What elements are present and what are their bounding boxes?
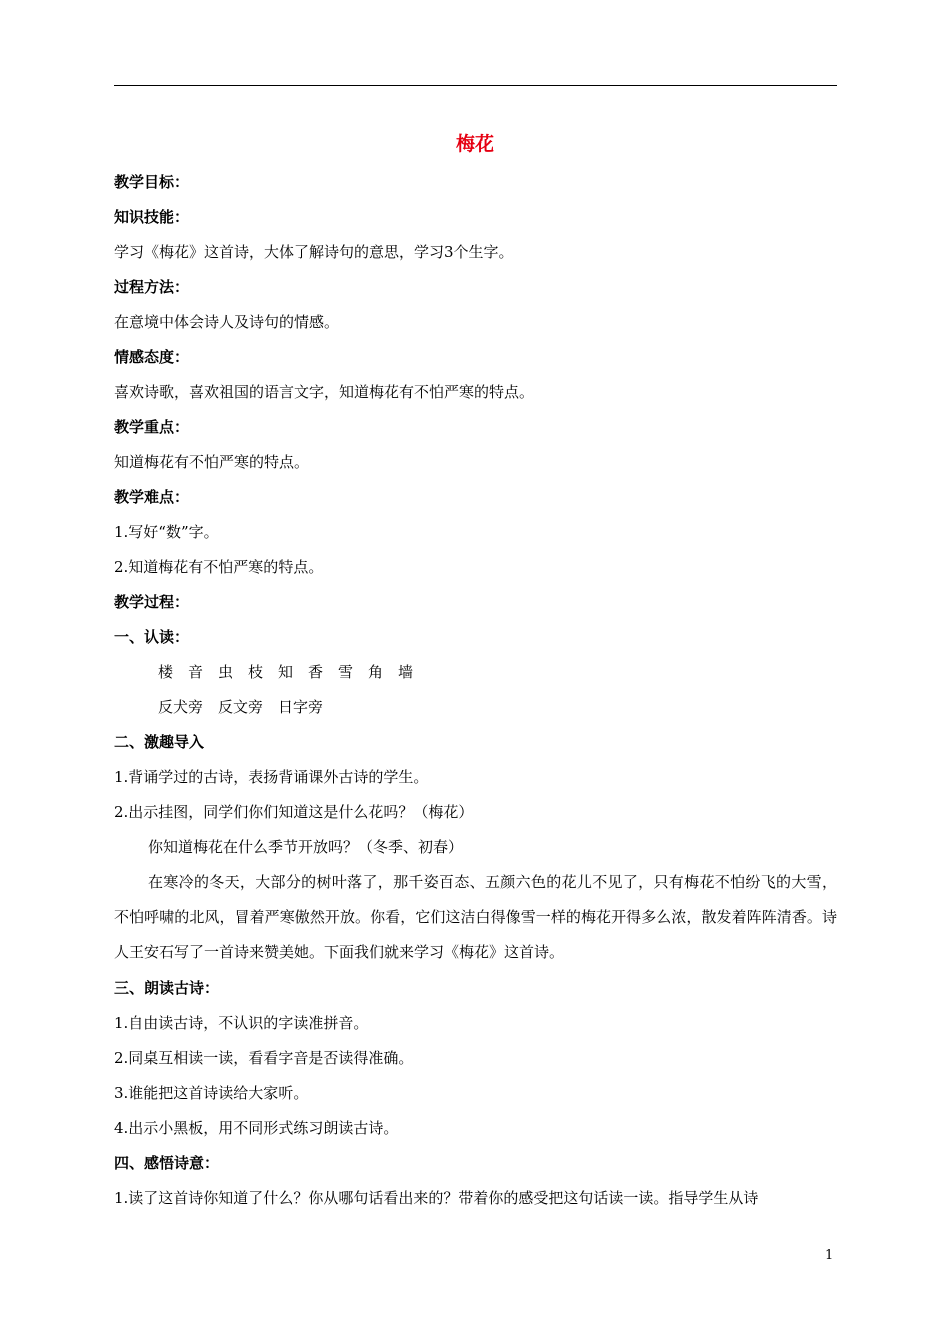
- list-item: 1.背诵学过的古诗，表扬背诵课外古诗的学生。: [114, 768, 429, 786]
- list-item: 2.同桌互相读一读，看看字音是否读得准确。: [114, 1049, 414, 1067]
- objectives-heading: 教学目标：: [114, 173, 190, 191]
- knowledge-text: 学习《梅花》这首诗，大体了解诗句的意思，学习3个生字。: [114, 243, 514, 261]
- attitude-heading: 情感态度：: [114, 348, 190, 366]
- section-heading: 一、认读：: [114, 628, 190, 646]
- list-item: 1.自由读古诗，不认识的字读准拼音。: [114, 1014, 369, 1032]
- difficulty-item: 1.写好“数”字。: [114, 523, 219, 541]
- list-item: 1.读了这首诗你知道了什么？你从哪句话看出来的？带着你的感受把这句话读一读。指导学生从诗: [114, 1189, 759, 1207]
- process-heading: 过程方法：: [114, 278, 190, 296]
- list-item: 4.出示小黑板，用不同形式练习朗读古诗。: [114, 1119, 399, 1137]
- section-heading: 三、朗读古诗：: [114, 979, 220, 997]
- page-number: 1: [825, 1248, 834, 1263]
- process-text: 在意境中体会诗人及诗句的情感。: [114, 313, 340, 331]
- difficulty-heading: 教学难点：: [114, 488, 190, 506]
- difficulty-item: 2.知道梅花有不怕严寒的特点。: [114, 558, 324, 576]
- focus-text: 知道梅花有不怕严寒的特点。: [114, 453, 310, 471]
- intro-paragraph: 在寒冷的冬天，大部分的树叶落了，那千姿百态、五颜六色的花儿不见了，只有梅花不怕纷飞的大雪，不怕呼啸的北风，冒着严寒傲然开放。你看，它们这洁白得像雪一样的梅花开得多么浓，散发着阵阵清香。诗人王安石写了一首诗来赞美她。下面我们就来学习《梅花》这首诗。: [114, 873, 837, 961]
- section-heading: 四、感悟诗意：: [114, 1154, 220, 1172]
- section-heading: 二、激趣导入: [114, 733, 205, 751]
- header-rule: [114, 85, 837, 86]
- knowledge-heading: 知识技能：: [114, 208, 190, 226]
- list-item: 2.出示挂图，同学们你们知道这是什么花吗？（梅花）: [114, 803, 474, 821]
- list-item: 3.谁能把这首诗读给大家听。: [114, 1084, 309, 1102]
- procedure-heading: 教学过程：: [114, 593, 190, 611]
- attitude-text: 喜欢诗歌，喜欢祖国的语言文字，知道梅花有不怕严寒的特点。: [114, 383, 535, 401]
- question-text: 你知道梅花在什么季节开放吗？（冬季、初春）: [148, 838, 464, 856]
- document-title: 梅花: [455, 133, 494, 155]
- reading-radicals: 反犬旁 反文旁 日字旁: [158, 698, 324, 716]
- reading-characters: 楼 音 虫 枝 知 香 雪 角 墙: [158, 663, 414, 681]
- focus-heading: 教学重点：: [114, 418, 190, 436]
